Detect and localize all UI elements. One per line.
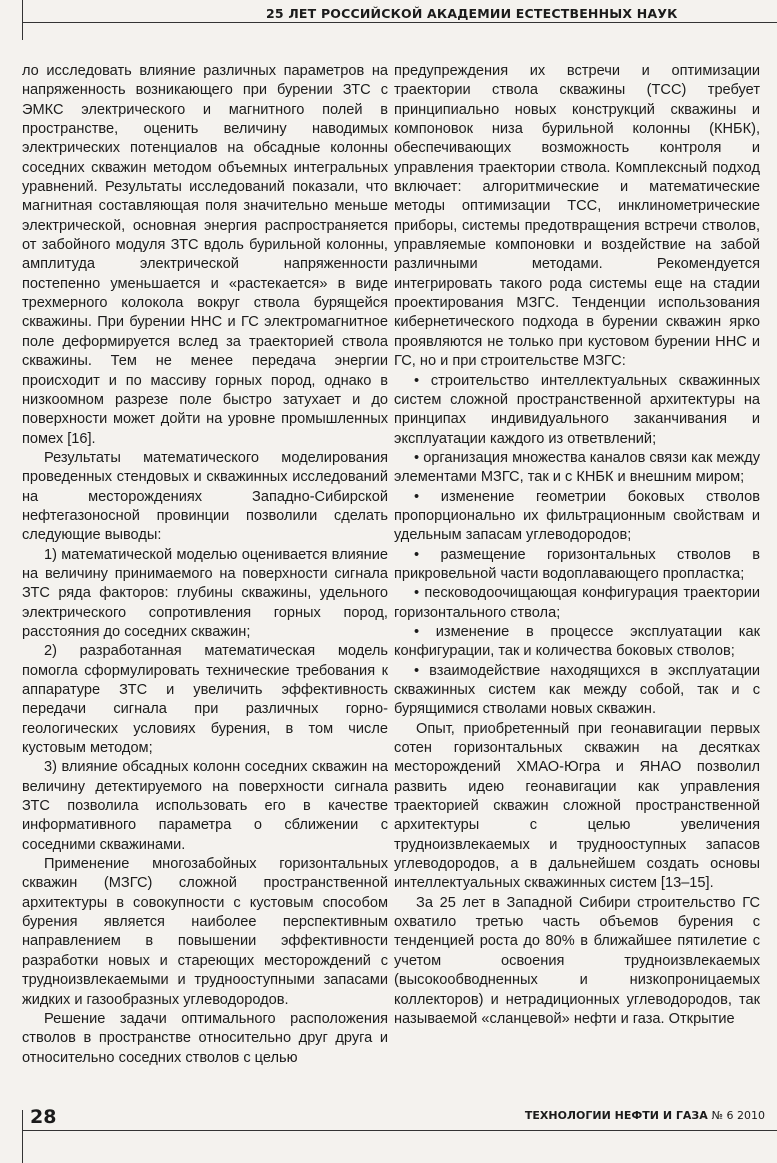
footer-vertical-rule bbox=[22, 1110, 23, 1163]
header-rule bbox=[22, 22, 777, 23]
journal-issue: № 6 2010 bbox=[711, 1109, 765, 1122]
paragraph: За 25 лет в Западной Сибири строительство ГС охватило третью часть объемов бурения с тенденцией роста до 80% в ближайшее пятилетие с учетом освоения трудноизвлекаемых (высокообводненных и низкопроницаемых коллекторов) и нетрадиционных углеводородов, так называемой «сланцевой» нефти и газа. Открытие bbox=[394, 894, 760, 1027]
page-number: 28 bbox=[30, 1106, 57, 1128]
bullet-item: • песководоочищающая конфигурация траектории горизонтального ствола; bbox=[394, 585, 760, 621]
paragraph: Результаты математического моделирования проведенных стендовых и скважинных исследований на месторождениях Западно-Сибирской нефтегазоносной провинции позволили сделать следующие выводы: bbox=[22, 449, 388, 544]
bullet-item: • размещение горизонтальных стволов в прикровельной части водоплавающего пропластка; bbox=[394, 546, 760, 582]
left-text-column bbox=[22, 62, 388, 1068]
paragraph: предупреждения их встречи и оптимизации траектории ствола скважины (ТСС) требует принципиально новых конструкций скважины и компоновок низа бурильной колонны (КНБК), обеспечивающих возможность контроля и управления траектории ствола. Комплексный подход включает: алгоритмические и математические методы оптимизации ТСС, инклинометрические приборы, системы предотвращения встречи стволов, управляемые компоновки и воздействие на забой различными методами. Рекомендуется интегрировать такого рода системы еще на стадии проектирования МЗГС. Тенденции использования кибернетического подхода в бурении скважин ярко проявляются не только при кустовом бурении ННС и ГС, но и при строительстве МЗГС: bbox=[394, 63, 760, 370]
paragraph: Решение задачи оптимального расположения стволов в пространстве относительно друг друга и относительно соседних стволов с целью bbox=[22, 1010, 388, 1066]
paragraph: Опыт, приобретенный при геонавигации первых сотен горизонтальных скважин на десятках месторождений ХМАО-Югра и ЯНАО позволил развить идею геонавигации как управления траекторией скважин сложной пространственной архитектуры с целью увеличения трудноизвлекаемых и труднооступных запасов углеводородов, а в дальнейшем создать основы интеллектуальных скважинных систем [13–15]. bbox=[394, 720, 760, 892]
bullet-item: • взаимодействие находящихся в эксплуатации скважинных систем как между собой, так и с бурящимися стволами новых скважин. bbox=[394, 662, 760, 718]
paragraph: Применение многозабойных горизонтальных скважин (МЗГС) сложной пространственной архитектуры в совокупности с кустовым способом бурения является наиболее перспективным направлением в повышении эффективности разработки новых и стареющих месторождений с трудноизвлекаемыми и труднооступными запасами жидких и газообразных углеводородов. bbox=[22, 856, 388, 1008]
bullet-item: • организация множества каналов связи как между элементами МЗГС, так и с КНБК и внешним миром; bbox=[394, 449, 760, 486]
numbered-item: 2) разработанная математическая модель помогла сформулировать технические требования к аппаратуре ЗТС и увеличить эффективность передачи сигнала при различных горно-геологических условиях бурения, в том числе кустовым методом; bbox=[22, 643, 388, 757]
footer-rule bbox=[22, 1130, 777, 1131]
right-text-column bbox=[394, 62, 760, 1029]
bullet-item: • изменение в процессе эксплуатации как конфигурации, так и количества боковых стволов; bbox=[394, 623, 760, 660]
numbered-item: 1) математической моделью оценивается влияние на величину принимаемого на поверхности сигнала ЗТС ряда факторов: глубины скважины, удельного электрического сопротивления горных пород, расстояния до соседних скважин; bbox=[22, 546, 388, 640]
header-vertical-rule bbox=[22, 0, 23, 40]
journal-name: ТЕХНОЛОГИИ НЕФТИ И ГАЗА bbox=[524, 1109, 708, 1122]
paragraph: ло исследовать влияние различных параметров на напряженность возникающего при бурении ЗТС с ЭМКС электрического и магнитного полей в пространстве, оценить величину наводимых электрических потенциалов на обсадные колонны соседних скважин методом объемных интегральных уравнений. Результаты исследований показали, что магнитная составляющая поля значительно меньше электрической, основная энергия распространяется от забойного модуля ЗТС вдоль бурильной колонны, амплитуда электрической напряженности постепенно уменьшается и «растекается» в виде трехмерного колокола вокруг ствола бурящейся скважины. При бурении ННС и ГС электромагнитное поле деформируется вслед за траекторией ствола скважины. Тем не менее передача энергии происходит и по массиву горных пород, однако в низкоомном разрезе поле быстро затухает и до поверхности может дойти на уровне промышленных помех [16]. bbox=[22, 63, 388, 447]
bullet-item: • строительство интеллектуальных скважинных систем сложной пространственной архитектуры на принципах индивидуального заканчивания и эксплуатации каждого из ответвлений; bbox=[394, 372, 760, 447]
running-header-title: 25 ЛЕТ РОССИЙСКОЙ АКАДЕМИИ ЕСТЕСТВЕННЫХ НАУК bbox=[266, 6, 678, 21]
journal-footer bbox=[525, 1109, 765, 1122]
bullet-item: • изменение геометрии боковых стволов пропорционально их фильтрационным свойствам и удельным запасам углеводородов; bbox=[394, 488, 760, 544]
numbered-item: 3) влияние обсадных колонн соседних скважин на величину детектируемого на поверхности сигнала ЗТС позволила использовать его в качестве информативного параметра о сближении с соседними скважинами. bbox=[22, 759, 388, 853]
